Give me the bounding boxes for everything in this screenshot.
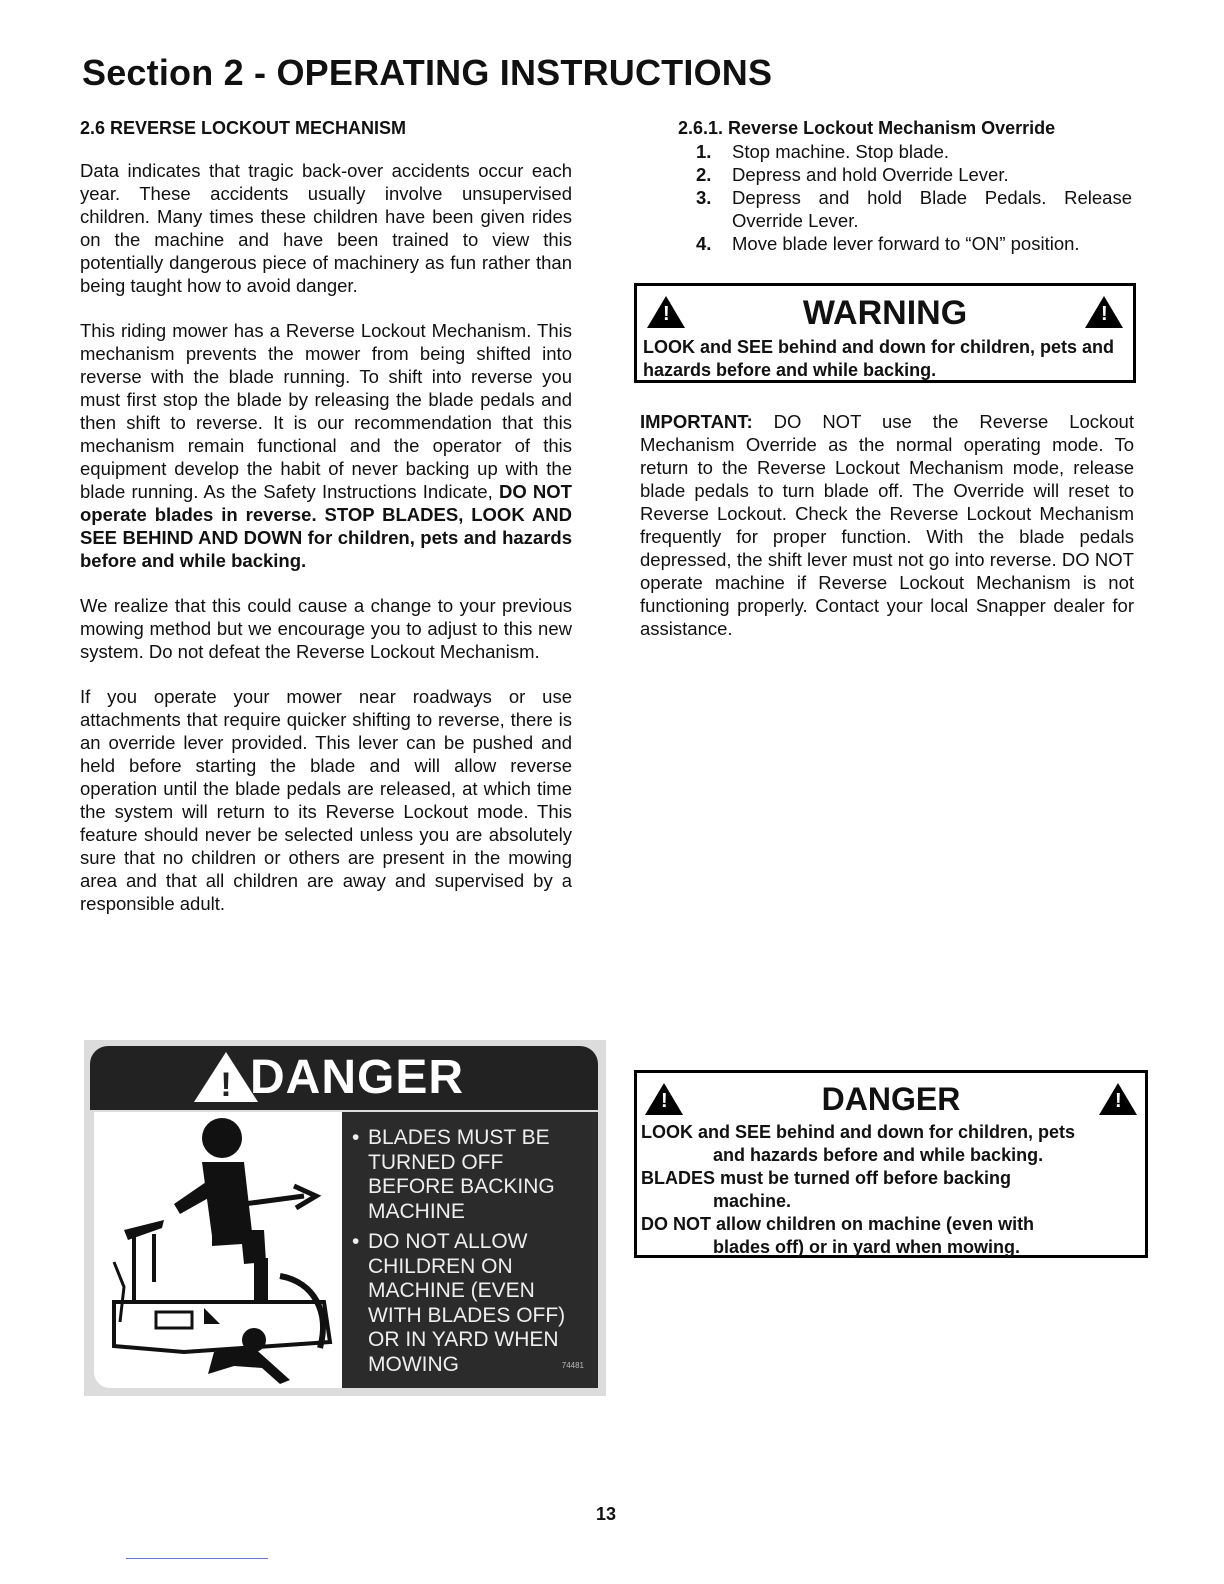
warning-triangle-icon — [647, 296, 685, 328]
paragraph-3: We realize that this could cause a change to your previous mowing method but we encourage you to adjust to this new system. Do not defeat the Reverse Lockout Mechanism. — [80, 595, 572, 662]
warning-title: WARNING — [802, 294, 968, 332]
step-item — [640, 140, 1144, 163]
paragraph-2 — [80, 319, 572, 572]
right-column — [640, 118, 1144, 255]
decal-title: DANGER — [250, 1051, 465, 1104]
paragraph-2-text: This riding mower has a Reverse Lockout Mechanism. This mechanism prevents the mower from being shifted into reverse with the blade running. To shift into reverse you must first stop the blade by releasing the blade pedals and then shift to reverse. It is our recommendation that this mechanism remain functional and the operator of this equipment develop the habit of never backing up with the blade running. As the Safety Instructions Indicate, — [80, 320, 572, 502]
mower-backover-pictogram-icon — [94, 1112, 344, 1388]
important-label: IMPORTANT: — [640, 411, 753, 432]
danger-line-1: LOOK and SEE behind and down for children, pets — [641, 1122, 1076, 1142]
paragraph-2-bold: DO NOT operate blades in reverse. STOP BLADES, LOOK AND SEE BEHIND AND DOWN for children, pets and hazards before and while backing. — [80, 481, 572, 571]
danger-box — [634, 1070, 1148, 1258]
step-number: 3. — [696, 187, 712, 208]
step-number: 4. — [696, 233, 712, 254]
danger-line-3: DO NOT allow children on machine (even with — [641, 1214, 1035, 1234]
svg-text:!: ! — [220, 1066, 232, 1104]
decal-pictogram — [94, 1112, 344, 1388]
danger-title-row — [641, 1077, 1141, 1121]
danger-line-2: BLADES must be turned off before backing — [641, 1168, 1012, 1188]
decal-item: • BLADES MUST BE TURNED OFF BEFORE BACKING MACHINE — [368, 1126, 588, 1224]
step-number: 1. — [696, 141, 712, 162]
danger-title: DANGER — [821, 1081, 961, 1117]
danger-line-2b: machine. — [713, 1191, 792, 1211]
step-text: Stop machine. Stop blade. — [732, 141, 950, 162]
warning-triangle-icon — [1099, 1083, 1137, 1115]
page-number: 13 — [596, 1504, 617, 1524]
left-column — [80, 118, 572, 937]
warning-triangle-icon — [1085, 296, 1123, 328]
danger-decal-image — [84, 1040, 606, 1396]
override-steps — [640, 140, 1144, 255]
section-heading: 2.6 REVERSE LOCKOUT MECHANISM — [80, 118, 407, 138]
warning-title-row — [643, 290, 1127, 336]
step-text: Move blade lever forward to “ON” position. — [732, 233, 1080, 254]
decal-code: 74481 — [561, 1361, 584, 1370]
warning-box — [634, 283, 1136, 383]
danger-line-1b: and hazards before and while backing. — [713, 1145, 1044, 1165]
step-item — [640, 232, 1144, 255]
decal-items — [342, 1112, 598, 1377]
danger-line-3b: blades off) or in yard when mowing. — [713, 1237, 1021, 1257]
step-item — [640, 186, 1144, 232]
step-number: 2. — [696, 164, 712, 185]
warning-triangle-icon — [645, 1083, 683, 1115]
page-title: Section 2 - OPERATING INSTRUCTIONS — [82, 52, 773, 93]
important-note — [640, 410, 1134, 640]
decal-text-panel — [342, 1112, 598, 1388]
step-item — [640, 163, 1144, 186]
important-text: DO NOT use the Reverse Lockout Mechanism Override as the normal operating mode. To return to the Reverse Lockout Mechanism mode, release blade pedals to turn blade off. The Override will reset to Reverse Lockout. Check the Reverse Lockout Mechanism frequently for proper function. With the blade pedals depressed, the shift lever must not go into reverse. DO NOT operate machine if Reverse Lockout Mechanism is not functioning properly. Contact your local Snapper dealer for assistance. — [640, 411, 1134, 639]
step-text: Depress and hold Override Lever. — [732, 164, 1009, 185]
override-subheading: 2.6.1. Reverse Lockout Mechanism Override — [678, 118, 1056, 138]
footer-rule — [126, 1558, 268, 1559]
paragraph-4: If you operate your mower near roadways or use attachments that require quicker shifting to reverse, there is an override lever provided. This lever can be pushed and held before starting the blade and will allow reverse operation until the blade pedals are released, at which time the system will return to its Reverse Lockout mode. This feature should never be selected unless you are absolutely sure that no children or others are present in the mowing area and that all children are away and supervised by a responsible adult. — [80, 686, 572, 914]
paragraph-1: Data indicates that tragic back-over accidents occur each year. These accidents usually involve unsupervised children. Many times these children have been given rides on the machine and have been trained to view this potentially dangerous piece of machinery as fun rather than being taught how to avoid danger. — [80, 160, 572, 296]
decal-header — [90, 1046, 598, 1110]
step-text: Depress and hold Blade Pedals. Release Override Lever. — [732, 187, 1132, 231]
warning-text: LOOK and SEE behind and down for children, pets and hazards before and while backing. — [643, 337, 1115, 380]
decal-item: • DO NOT ALLOW CHILDREN ON MACHINE (EVEN WITH BLADES OFF) OR IN YARD WHEN MOWING — [368, 1230, 588, 1377]
